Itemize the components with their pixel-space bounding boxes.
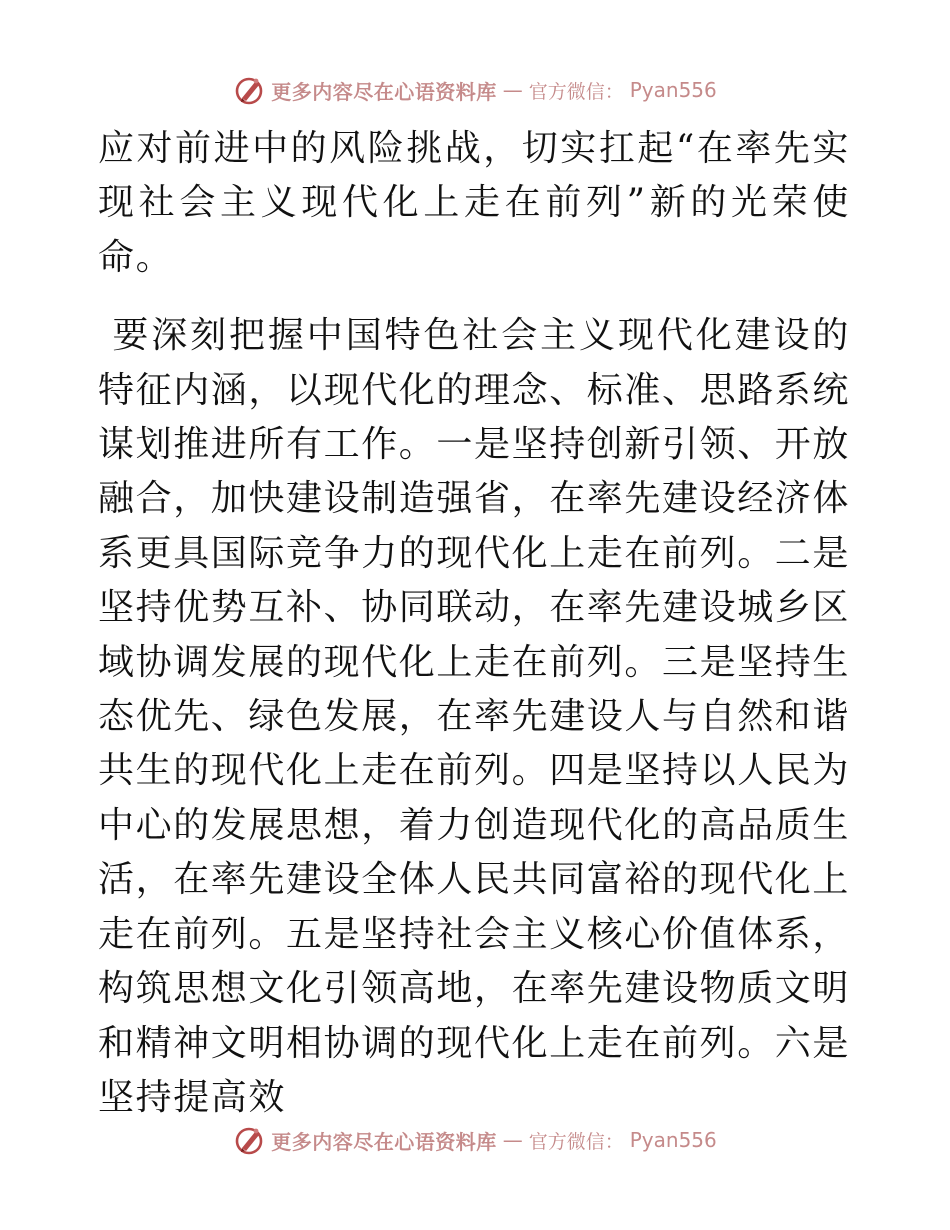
watermark-separator: — (502, 78, 523, 102)
watermark-wechat-label: 官方微信： (528, 80, 624, 103)
watermark-separator: — (502, 1128, 523, 1152)
document-body (98, 122, 850, 1125)
pen-logo-icon (233, 1124, 265, 1156)
watermark-text: 更多内容尽在心语资料库 (271, 79, 497, 104)
paragraph-1: 应对前进中的风险挑战，切实扛起“在率先实现社会主义现代化上走在前列”新的光荣使命。 (98, 128, 850, 278)
watermark-wechat-id: Pyan556 (629, 78, 717, 102)
watermark-wechat-label: 官方微信： (528, 1130, 624, 1153)
watermark-text: 更多内容尽在心语资料库 (271, 1129, 497, 1154)
watermark-wechat-id: Pyan556 (629, 1128, 717, 1152)
pen-logo-icon (233, 74, 265, 106)
header-watermark (0, 70, 950, 110)
footer-watermark (0, 1120, 950, 1160)
paragraph-2: 要深刻把握中国特色社会主义现代化建设的特征内涵，以现代化的理念、标准、思路系统谋划推进所有工作。一是坚持创新引领、开放融合，加快建设制造强省，在率先建设经济体系更具国际竞争力的现代化上走在前列。二是坚持优势互补、协同联动，在率先建设城乡区域协调发展的现代化上走在前列。三是坚持生态优先、绿色发展，在率先建设人与自然和谐共生的现代化上走在前列。四是坚持以人民为中心的发展思想，着力创造现代化的高品质生活，在率先建设全体人民共同富裕的现代化上走在前列。五是坚持社会主义核心价值体系，构筑思想文化引领高地，在率先建设物质文明和精神文明相协调的现代化上走在前列。六是坚持提高效 (98, 315, 851, 1118)
